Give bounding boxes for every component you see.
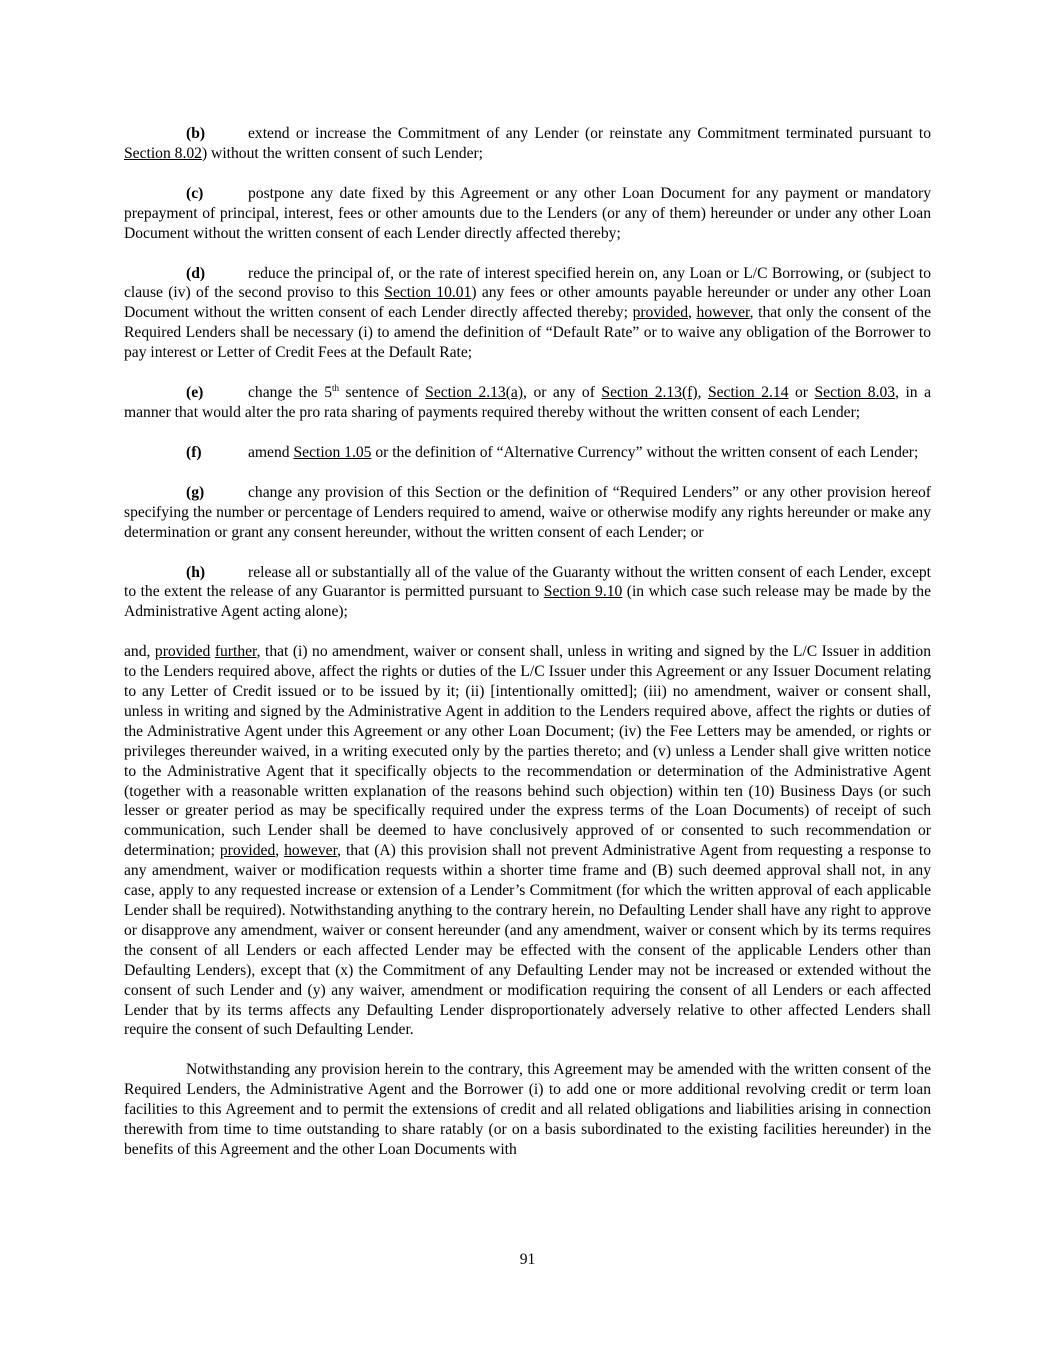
underlined-term: further	[214, 643, 257, 661]
clause-h	[124, 563, 931, 623]
clause-b	[124, 124, 931, 164]
clause-label: (e)	[186, 384, 204, 402]
section-reference: Section 2.14	[707, 384, 789, 402]
clause-c	[124, 184, 931, 244]
section-reference: Section 9.10	[543, 583, 623, 601]
clause-text: reduce the principal of, or the rate of interest specified herein on, any Loan or L/C Borrowing, or (subject to clause (iv) of the second proviso to this	[124, 264, 931, 302]
final-paragraph: Notwithstanding any provision herein to the contrary, this Agreement may be amended with the written consent of the Required Lenders, the Administrative Agent and the Borrower (i) to add one or more additional revolving credit or term loan facilities to this Agreement and to permit the extensions of credit and all related obligations and liabilities arising in connection therewith from time to time outstanding to share ratably (or on a basis subordinated to the existing facilities hereunder) in the benefits of this Agreement and the other Loan Documents with	[124, 1061, 931, 1158]
clause-label: (b)	[186, 125, 206, 142]
clause-text: ,	[688, 304, 697, 322]
clause-text: change any provision of this Section or the definition of “Required Lenders” or any other provision hereof specifying the number or percentage of Lenders required to amend, waive or otherwise modify any rights hereunder or make any determination or grant any consent hereunder, without the written consent of each Lender; or	[124, 483, 931, 541]
clause-text: ) without the written consent of such Lender;	[201, 144, 484, 162]
clause-text: (in which case such release may be made by the Administrative Agent acting alone);	[124, 583, 931, 621]
clause-text: or the definition of “Alternative Currency” without the written consent of each Lender;	[371, 443, 919, 461]
clause-label: (h)	[186, 563, 206, 581]
clause-text: change the 5	[248, 384, 332, 402]
section-reference: Section 10.01	[384, 284, 472, 302]
section-reference: Section 8.02	[124, 144, 202, 162]
clause-text: ,	[697, 384, 708, 402]
clause-d	[124, 264, 931, 364]
section-reference: Section 1.05	[293, 443, 372, 461]
clause-label: (f)	[186, 443, 202, 461]
underlined-term: however	[696, 304, 750, 322]
clause-text: or	[788, 384, 815, 402]
section-reference: Section 2.13(f)	[601, 384, 698, 402]
underlined-term: provided	[632, 304, 688, 322]
paragraph-text: and,	[124, 643, 155, 661]
clause-label: (c)	[186, 184, 204, 202]
proviso-paragraph	[124, 642, 931, 1040]
page-content	[124, 124, 931, 1180]
paragraph-text: , that (i) no amendment, waiver or consent shall, unless in writing and signed by the L/C Issuer in addition to the Lenders required above, affect the rights or duties of the L/C Issuer under this Agreement or any Issuer Document relating to any Letter of Credit issued or to be issued by it; (ii) [intentionally omitted]; (iii) no amendment, waiver or consent shall, unless in writing and signed by the Administrative Agent in addition to the Lenders required above, affect the rights or duties of the Administrative Agent under this Agreement or any other Loan Document; (iv) the Fee Letters may be amended, or rights or privileges thereunder waived, in a writing executed only by the parties thereto; and (v) unless a Lender shall give written notice to the Administrative Agent that it specifically objects to the recommendation or determination of the Administrative Agent (together with a reasonable written explanation of the reasons behind such objection) within ten (10) Business Days (or such lesser or greater period as may be specifically required under the express terms of the Loan Documents) of receipt of such communication, such Lender shall be deemed to have conclusively approved of or consented to such recommendation or determination;	[124, 643, 931, 860]
clause-label: (d)	[186, 264, 206, 282]
clause-text: extend or increase the Commitment of any Lender (or reinstate any Commitment terminated pursuant to	[248, 125, 931, 142]
clause-g	[124, 483, 931, 543]
clause-text: postpone any date fixed by this Agreement or any other Loan Document for any payment or mandatory prepayment of principal, interest, fees or other amounts due to the Lenders (or any of them) hereunder or under any other Loan Document without the written consent of each Lender directly affected thereby;	[124, 184, 931, 242]
clause-text: amend	[248, 443, 294, 461]
section-reference: Section 2.13(a)	[425, 384, 524, 402]
section-reference: Section 8.03	[814, 384, 896, 402]
clause-text: , in a manner that would alter the pro rata sharing of payments required thereby without the written consent of each Lender;	[124, 384, 931, 421]
clause-label: (g)	[186, 483, 205, 501]
page-number: 91	[519, 1251, 536, 1268]
clause-f	[124, 443, 931, 463]
paragraph-text: , that (A) this provision shall not prevent Administrative Agent from requesting a response to any amendment, waiver or modification requests within a shorter time frame and (B) such deemed approval shall not, in any case, apply to any requested increase or extension of a Lender’s Commitment (for which the written approval of each applicable Lender shall be required). Notwithstanding anything to the contrary herein, no Defaulting Lender shall have any right to approve or disapprove any amendment, waiver or consent hereunder (and any amendment, waiver or consent which by its terms requires the consent of all Lenders or each affected Lender may be effected with the consent of the applicable Lenders other than Defaulting Lenders), except that (x) the Commitment of any Defaulting Lender may not be increased or extended without the consent of such Lender and (y) any waiver, amendment or modification requiring the consent of all Lenders or each affected Lender that by its terms affects any Defaulting Lender disproportionately adversely relative to other affected Lenders shall require the consent of such Defaulting Lender.	[124, 842, 932, 1039]
paragraph-text: ,	[275, 842, 285, 860]
clause-text: , that only the consent of the Required Lenders shall be necessary (i) to amend the definition of “Default Rate” or to waive any obligation of the Borrower to pay interest or Letter of Credit Fees at the Default Rate;	[124, 304, 932, 362]
clause-text: sentence of	[339, 384, 426, 402]
clause-text: release all or substantially all of the value of the Guaranty without the written consent of each Lender, except to the extent the release of any Guarantor is permitted pursuant to	[124, 563, 931, 601]
clause-text: , or any of	[523, 384, 602, 402]
ordinal-suffix: th	[332, 382, 340, 393]
underlined-term: however	[284, 842, 338, 860]
underlined-term: provided	[154, 643, 211, 661]
underlined-term: provided	[219, 842, 276, 860]
clause-text: ) any fees or other amounts payable hereunder or under any other Loan Document without the written consent of each Lender directly affected thereby;	[124, 284, 931, 322]
clause-e	[124, 383, 931, 423]
